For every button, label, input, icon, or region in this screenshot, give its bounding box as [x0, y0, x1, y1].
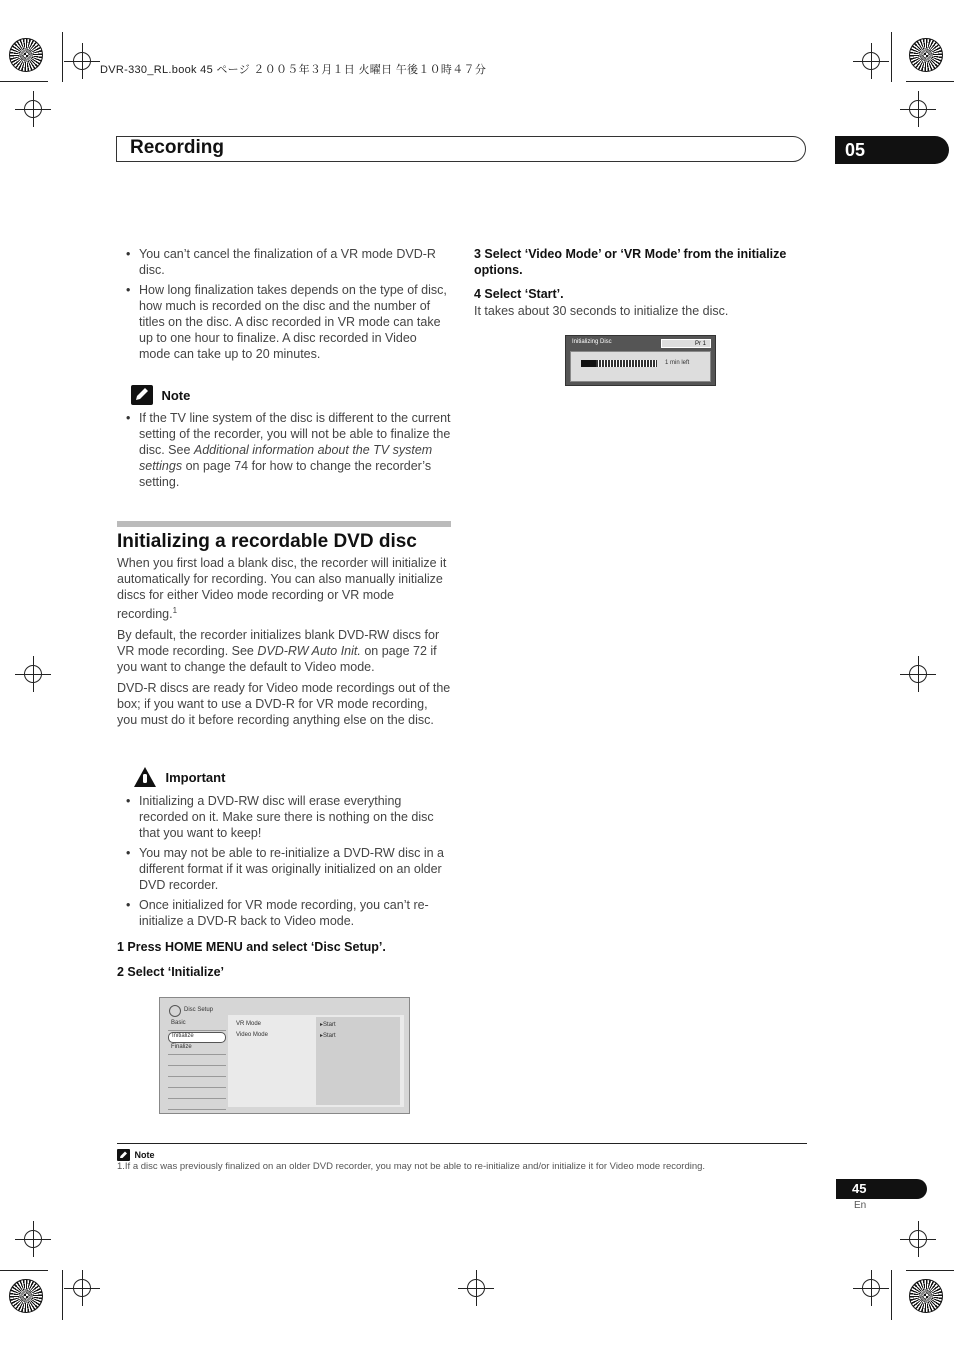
channel-indicator: Pr 1 — [661, 339, 711, 348]
crosshair-mark — [467, 1279, 485, 1297]
registration-wheel-mark — [9, 1279, 43, 1313]
menu-divider — [168, 1077, 226, 1088]
crop-line — [62, 32, 63, 82]
actions-column — [316, 1017, 400, 1105]
crosshair-mark — [24, 1230, 42, 1248]
menu-divider — [168, 1099, 226, 1110]
crop-line — [891, 32, 892, 82]
crop-line — [891, 1270, 892, 1320]
finalize-bullets — [117, 246, 451, 366]
crop-line — [0, 1270, 48, 1271]
menu-divider — [168, 1066, 226, 1077]
initializing-screen — [565, 335, 716, 386]
chapter-number-tab: 05 — [835, 136, 949, 164]
list-item — [117, 410, 451, 490]
list-item: • Once initialized for VR mode recording, you can’t re-initialize a DVD-R back to Video mode. — [117, 897, 451, 929]
menu-item-finalize[interactable]: Finalize — [168, 1044, 226, 1055]
registration-wheel-mark — [909, 1279, 943, 1313]
crop-line — [62, 1270, 63, 1320]
disc-setup-screen — [159, 997, 410, 1114]
note-link-text: Additional information about the TV system settings — [139, 443, 433, 473]
registration-wheel-mark — [9, 38, 43, 72]
start-button[interactable]: ▸Start — [320, 1033, 336, 1039]
crop-line — [906, 1270, 954, 1271]
warning-hand-icon — [133, 766, 157, 788]
note-label: Note — [161, 387, 191, 403]
disc-icon — [169, 1005, 181, 1017]
section-rule — [117, 521, 451, 527]
footnote-rule — [117, 1143, 807, 1144]
step-2: 2 Select ‘Initialize’ — [117, 965, 224, 979]
body-paragraph: DVD-R discs are ready for Video mode recordings out of the box; if you want to use a DVD-R for VR mode recording, you must do it before recording anything else on the disc. — [117, 681, 451, 727]
step-3: 3 Select ‘Video Mode’ or ‘VR Mode’ from the initialize options. — [474, 247, 787, 277]
note-bullets — [117, 410, 451, 494]
crosshair-mark — [862, 52, 880, 70]
list-item: • You may not be able to re-initialize a DVD-RW disc in a different format if it was originally initialized on an older DVD recorder. — [117, 845, 451, 893]
footer-note-label: Note — [134, 1149, 155, 1160]
crosshair-mark — [909, 665, 927, 683]
note-block — [131, 385, 190, 405]
footnote-text: 1.If a disc was previously finalized on an older DVD recorder, you may not be able to re-initialize and/or initialize it for Video mode recording. — [117, 1161, 706, 1172]
list-item: • You can’t cancel the finalization of a VR mode DVD-R disc. — [117, 246, 451, 278]
para-text: When you first load a blank disc, the recorder will initialize it automatically for recording. You can also manually initialize discs for either Video mode recording or VR mode recording. — [117, 556, 447, 622]
crop-line — [0, 81, 48, 82]
body-paragraph — [117, 555, 451, 622]
important-bullets — [117, 793, 451, 933]
note-text: on page 74 for how to change the recorder’s setting. — [139, 459, 432, 489]
time-left: 1 min left — [665, 360, 690, 366]
options-panel — [228, 1015, 404, 1107]
list-item: • Initializing a DVD-RW disc will erase everything recorded on it. Make sure there is nothing on the disc that you want to keep! — [117, 793, 451, 841]
section-title: Recording — [130, 137, 224, 158]
option-video-mode[interactable]: Video Mode — [236, 1032, 268, 1038]
list-item: • How long finalization takes depends on the type of disc, how much is recorded on the disc and the number of titles on the disc. A disc recorded in VR mode can take up to one hour to finalize. A disc recorded in Video mode can take up to 20 minutes. — [117, 282, 451, 362]
crosshair-mark — [909, 100, 927, 118]
init-title: Initializing Disc — [572, 339, 612, 345]
page-number: 45 — [836, 1179, 927, 1199]
menu-divider — [168, 1055, 226, 1066]
pencil-note-icon — [131, 385, 153, 405]
important-block — [133, 766, 225, 788]
language-code: En — [854, 1200, 867, 1211]
crosshair-mark — [24, 100, 42, 118]
para-text: By default, the recorder initializes blank DVD-RW discs for VR mode recording. See — [117, 628, 440, 658]
menu-item-basic[interactable]: Basic — [168, 1020, 226, 1031]
step-4: 4 Select ‘Start’. — [474, 287, 564, 301]
para-link-text: DVD-RW Auto Init. — [257, 644, 361, 658]
body-paragraph — [117, 627, 451, 675]
crosshair-mark — [73, 52, 91, 70]
menu-item-initialize[interactable]: Initialize — [168, 1032, 226, 1043]
menu-list — [168, 1020, 226, 1110]
pencil-note-icon — [117, 1149, 130, 1161]
step-4-text: It takes about 30 seconds to initialize the disc. — [474, 304, 729, 318]
footnote-ref: 1 — [172, 606, 178, 615]
init-body — [570, 351, 711, 382]
start-label: Start — [323, 1033, 336, 1039]
option-vr-mode[interactable]: VR Mode — [236, 1021, 262, 1027]
crosshair-mark — [73, 1279, 91, 1297]
crop-line — [906, 81, 954, 82]
screen-title: Disc Setup — [184, 1007, 214, 1013]
print-slug: DVR-330_RL.book 45 ページ ２００５年３月１日 火曜日 午後１０時４７分 — [100, 64, 487, 76]
note-text: If the TV line system of the disc is different to the current setting of the recorder, you will not be able to finalize the disc. See — [139, 411, 451, 457]
crosshair-mark — [24, 665, 42, 683]
crosshair-mark — [909, 1230, 927, 1248]
para-text: on page 72 if you want to change the default to Video mode. — [117, 644, 437, 674]
progress-bar — [581, 360, 657, 367]
start-button[interactable]: ▸Start — [320, 1022, 336, 1028]
crosshair-mark — [862, 1279, 880, 1297]
important-label: Important — [165, 769, 226, 785]
menu-divider — [168, 1088, 226, 1099]
progress-fill — [581, 360, 596, 367]
step-1: 1 Press HOME MENU and select ‘Disc Setup’. — [117, 940, 386, 954]
registration-wheel-mark — [909, 38, 943, 72]
section-heading: Initializing a recordable DVD disc — [117, 531, 417, 552]
start-label: Start — [323, 1022, 336, 1028]
